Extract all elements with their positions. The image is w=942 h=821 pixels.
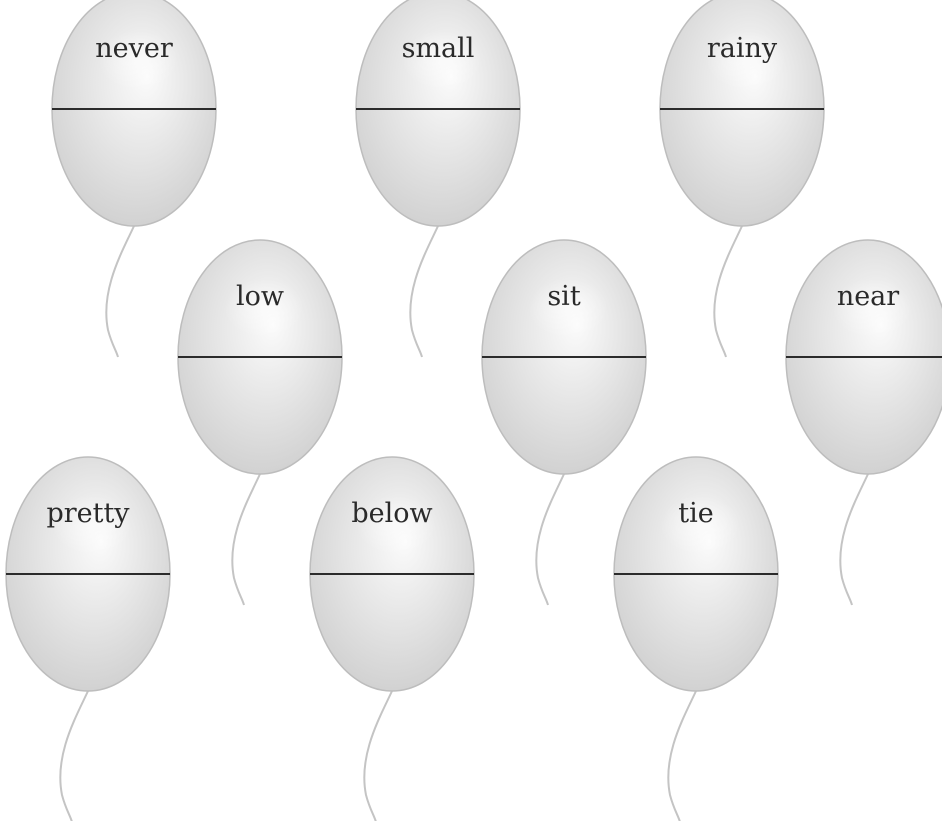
balloon-word: sit <box>547 281 581 312</box>
balloon-word: pretty <box>46 498 130 529</box>
balloon-string <box>410 226 438 357</box>
balloon <box>310 457 474 821</box>
balloon <box>6 457 170 821</box>
balloon-string <box>536 474 564 605</box>
balloon-string <box>364 691 392 821</box>
balloon <box>614 457 778 821</box>
balloon-string <box>106 226 134 357</box>
balloon-word: below <box>351 498 433 529</box>
balloon-string <box>668 691 696 821</box>
balloon-string <box>714 226 742 357</box>
balloon-word: near <box>836 281 900 312</box>
balloon-string <box>840 474 868 605</box>
balloon-word: low <box>235 281 285 312</box>
balloon <box>786 240 942 605</box>
balloon-word: tie <box>678 498 714 529</box>
balloon-word: rainy <box>706 33 778 64</box>
balloon-word: never <box>95 33 173 64</box>
balloon-string <box>232 474 260 605</box>
balloon-string <box>60 691 88 821</box>
balloon-word: small <box>401 33 475 64</box>
